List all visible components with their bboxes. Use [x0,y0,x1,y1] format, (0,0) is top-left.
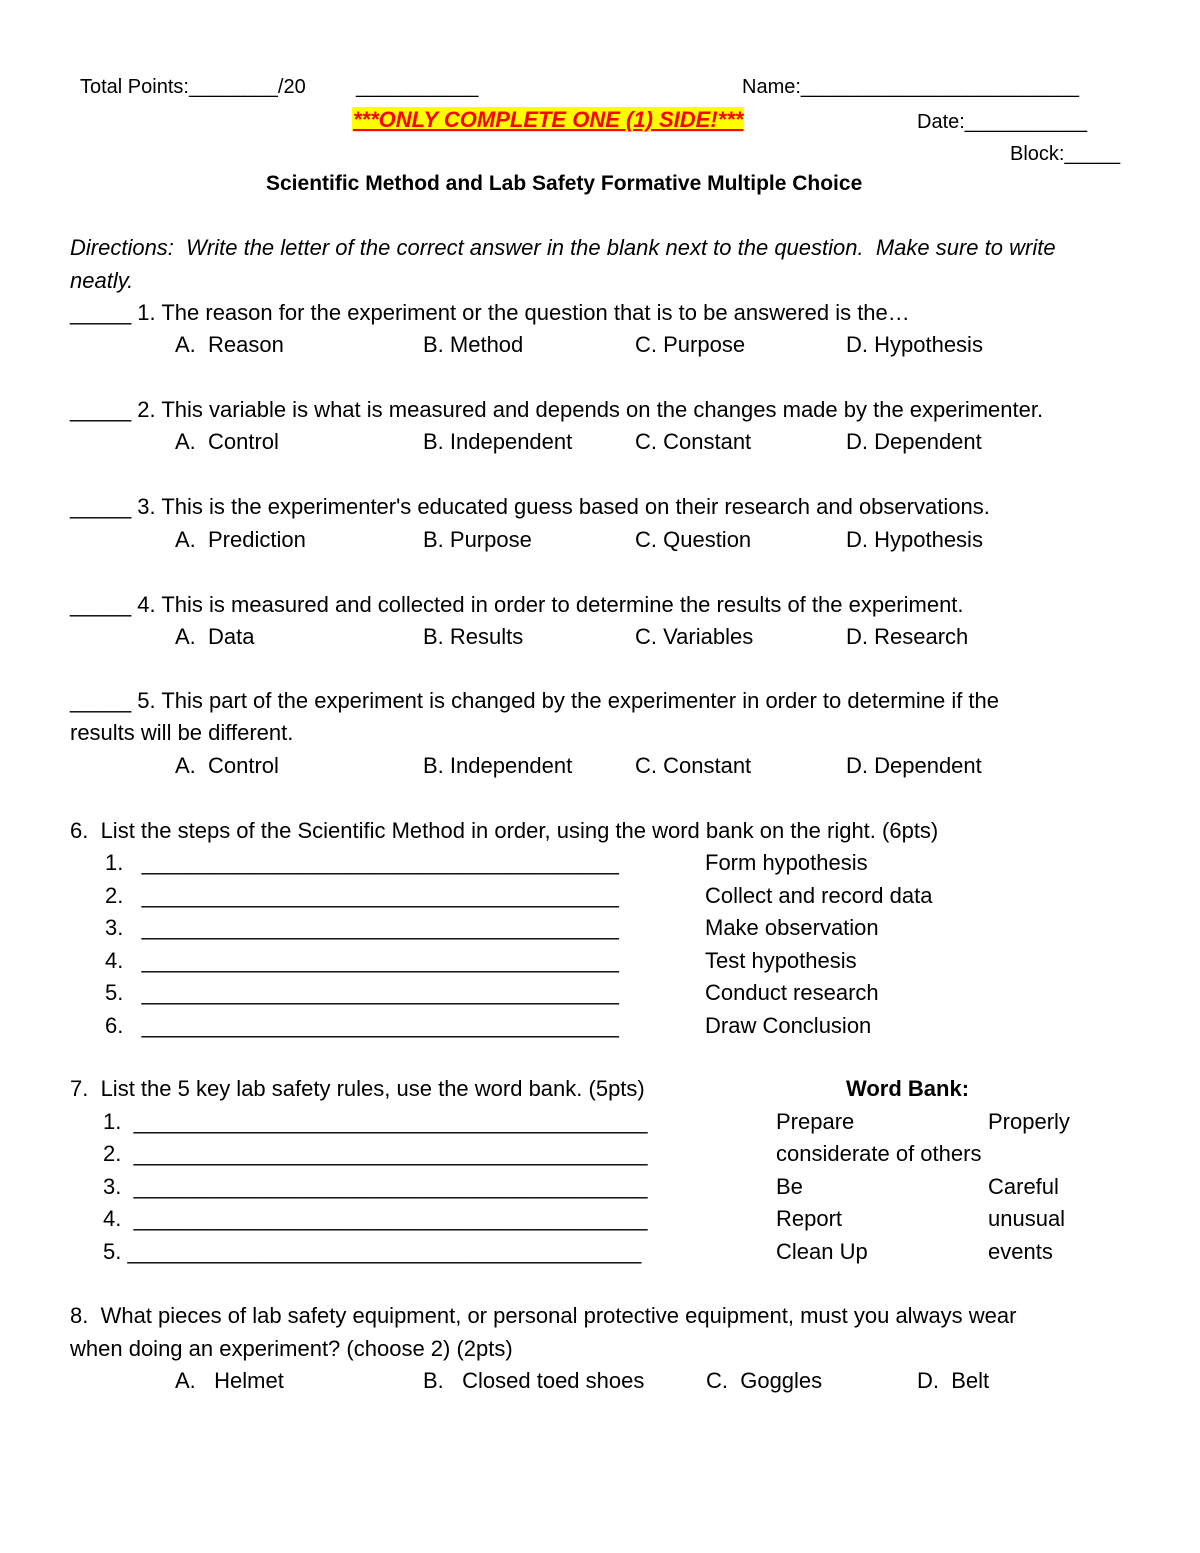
question-2-choice-d: D. Dependent [846,429,982,454]
directions-line-1: Directions: Write the letter of the correct answer in the blank next to the question. Make sure to write [70,235,1056,260]
question-5-choice-d: D. Dependent [846,753,982,778]
q7-answer-line-2[interactable]: 2. __________________________________________ [103,1141,648,1166]
question-7-prompt: 7. List the 5 key lab safety rules, use the word bank. (5pts) [70,1076,645,1101]
directions-line-2: neatly. [70,268,134,293]
q7-bank-item: Prepare [776,1109,855,1134]
question-5-prompt: _____ 5. This part of the experiment is changed by the experimenter in order to determine if the [70,688,1000,713]
q6-bank-item: Draw Conclusion [705,1013,872,1038]
question-8-choice-a: A. Helmet [175,1368,284,1393]
question-5-choice-a: A. Control [175,753,279,778]
q7-answer-line-4[interactable]: 4. __________________________________________ [103,1206,648,1231]
q7-bank-item: Careful [988,1174,1059,1199]
question-2-choice-c: C. Constant [635,429,752,454]
date-field[interactable]: Date:___________ [917,111,1088,133]
q6-answer-line-2[interactable]: 2. _______________________________________ [105,883,619,908]
question-3-choice-c: C. Question [635,527,752,552]
q7-answer-line-3[interactable]: 3. __________________________________________ [103,1174,648,1199]
question-8-prompt: 8. What pieces of lab safety equipment, or personal protective equipment, must you always wear [70,1303,1017,1328]
q7-bank-item: Be [776,1174,803,1199]
q6-bank-item: Conduct research [705,980,879,1005]
total-points-field[interactable]: Total Points:________/20 [80,76,306,98]
q6-answer-line-3[interactable]: 3. _______________________________________ [105,915,619,940]
question-1-choice-b: B. Method [423,332,524,357]
question-1-choice-d: D. Hypothesis [846,332,983,357]
q7-bank-item: unusual [988,1206,1066,1231]
q6-answer-line-4[interactable]: 4. _______________________________________ [105,948,619,973]
q7-bank-item: events [988,1239,1053,1264]
question-8-choice-d: D. Belt [917,1368,990,1393]
question-8-choice-c: C. Goggles [706,1368,823,1393]
question-3-prompt: _____ 3. This is the experimenter's educated guess based on their research and observations. [70,494,990,519]
page-title: Scientific Method and Lab Safety Formative Multiple Choice [266,172,863,195]
question-6-prompt: 6. List the steps of the Scientific Method in order, using the word bank on the right. (6pts) [70,818,939,843]
question-4-choice-b: B. Results [423,624,524,649]
q7-answer-line-5[interactable]: 5. __________________________________________ [103,1239,642,1264]
question-1-prompt: _____ 1. The reason for the experiment or the question that is to be answered is the… [70,300,910,325]
question-8-choice-b: B. Closed toed shoes [423,1368,645,1393]
q7-bank-item: considerate of others [776,1141,982,1166]
q7-answer-line-1[interactable]: 1. __________________________________________ [103,1109,648,1134]
question-5-prompt-cont: results will be different. [70,720,294,745]
question-3-choice-d: D. Hypothesis [846,527,983,552]
name-field[interactable]: Name:_________________________ [742,76,1079,98]
only-complete-one-side-banner: ***ONLY COMPLETE ONE (1) SIDE!*** [353,107,744,132]
question-1-choice-a: A. Reason [175,332,284,357]
q7-bank-item: Report [776,1206,843,1231]
question-8-prompt-cont: when doing an experiment? (choose 2) (2pts) [70,1336,513,1361]
question-5-choice-b: B. Independent [423,753,573,778]
question-5-choice-c: C. Constant [635,753,752,778]
question-2-choice-a: A. Control [175,429,279,454]
question-4-prompt: _____ 4. This is measured and collected in order to determine the results of the experiment. [70,592,964,617]
question-4-choice-d: D. Research [846,624,969,649]
header-blank-line[interactable]: ___________ [356,76,479,98]
question-2-prompt: _____ 2. This variable is what is measured and depends on the changes made by the experimenter. [70,397,1044,422]
question-1-choice-c: C. Purpose [635,332,746,357]
q6-bank-item: Make observation [705,915,879,940]
q6-answer-line-5[interactable]: 5. _______________________________________ [105,980,619,1005]
q7-bank-item: Properly [988,1109,1070,1134]
q7-bank-item: Clean Up [776,1239,868,1264]
q6-answer-line-6[interactable]: 6. _______________________________________ [105,1013,619,1038]
q6-bank-item: Form hypothesis [705,850,868,875]
q6-answer-line-1[interactable]: 1. _______________________________________ [105,850,619,875]
question-4-choice-c: C. Variables [635,624,754,649]
q6-bank-item: Collect and record data [705,883,933,908]
question-4-choice-a: A. Data [175,624,255,649]
q6-bank-item: Test hypothesis [705,948,857,973]
question-2-choice-b: B. Independent [423,429,573,454]
word-bank-title: Word Bank: [846,1076,970,1101]
question-3-choice-b: B. Purpose [423,527,532,552]
question-3-choice-a: A. Prediction [175,527,306,552]
block-field[interactable]: Block:_____ [1010,143,1121,165]
